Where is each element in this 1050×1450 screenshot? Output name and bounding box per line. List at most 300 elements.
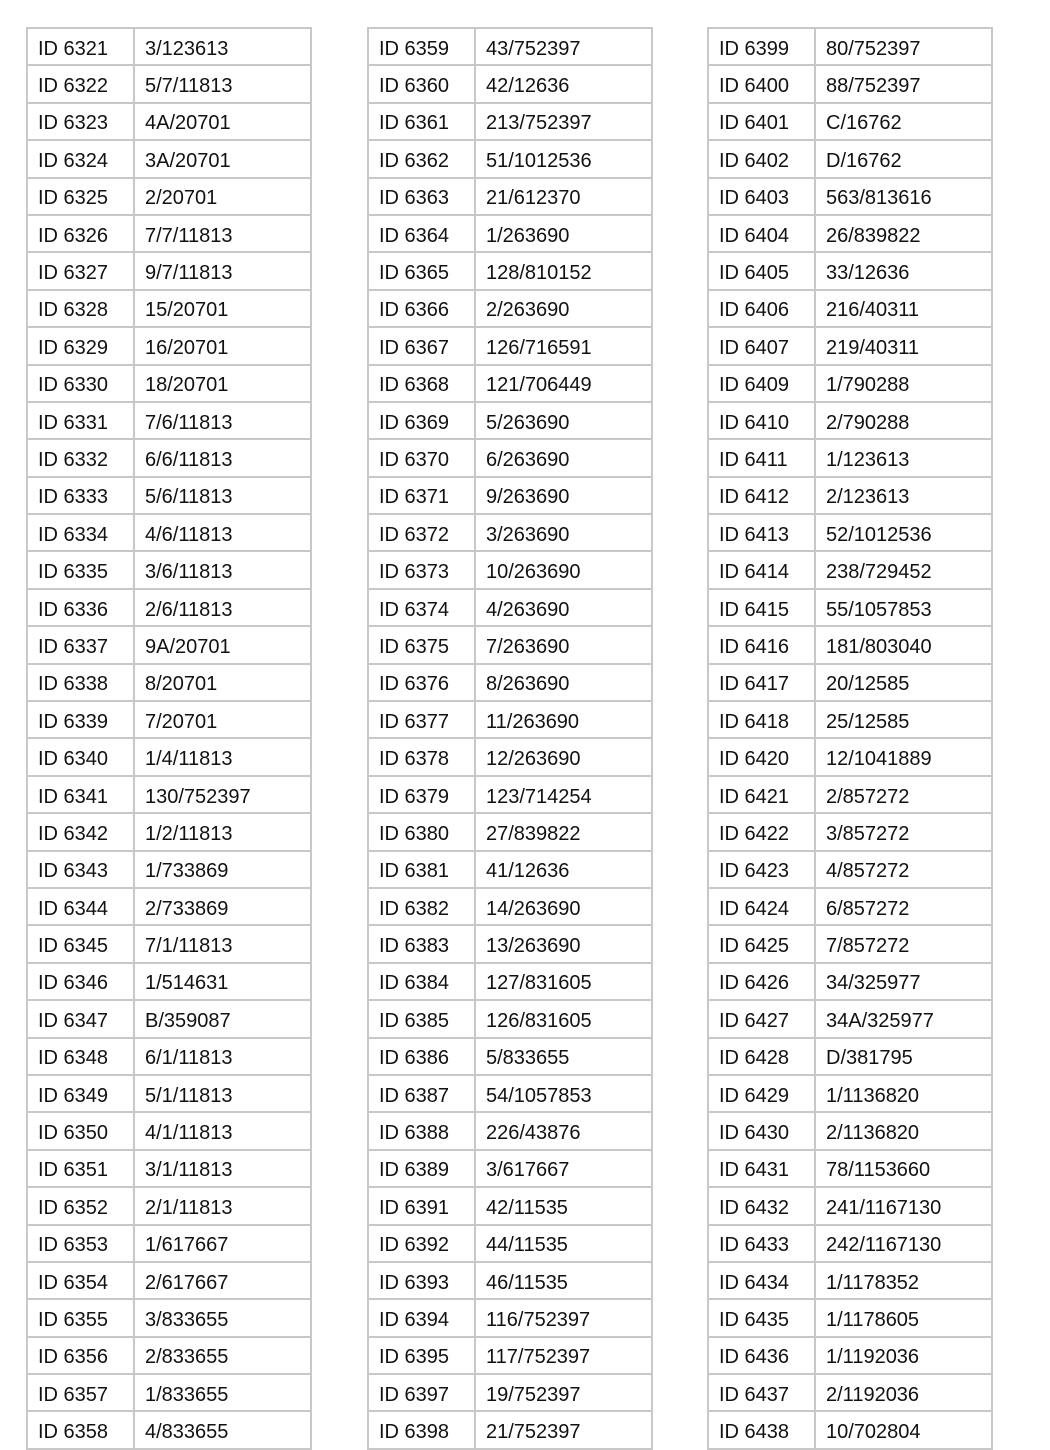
id-cell: ID 6432 — [708, 1187, 815, 1224]
id-cell: ID 6345 — [27, 925, 134, 962]
table-row — [27, 1337, 311, 1374]
reference-cell: 4/857272 — [815, 851, 992, 888]
reference-cell: 3/123613 — [134, 28, 311, 65]
id-cell: ID 6386 — [368, 1038, 475, 1075]
table-row — [708, 738, 992, 775]
reference-cell: 8/20701 — [134, 664, 311, 701]
id-cell: ID 6409 — [708, 365, 815, 402]
reference-cell: 7/7/11813 — [134, 215, 311, 252]
id-cell: ID 6384 — [368, 963, 475, 1000]
id-cell: ID 6374 — [368, 589, 475, 626]
reference-cell: 8/263690 — [475, 664, 652, 701]
reference-cell: 5/6/11813 — [134, 477, 311, 514]
id-cell: ID 6329 — [27, 327, 134, 364]
reference-cell: 128/810152 — [475, 252, 652, 289]
table-row — [27, 963, 311, 1000]
id-cell: ID 6379 — [368, 776, 475, 813]
table-row — [27, 1150, 311, 1187]
id-cell: ID 6321 — [27, 28, 134, 65]
table-row — [368, 776, 652, 813]
table-row — [368, 140, 652, 177]
id-cell: ID 6394 — [368, 1299, 475, 1336]
id-cell: ID 6328 — [27, 290, 134, 327]
reference-cell: 11/263690 — [475, 701, 652, 738]
id-cell: ID 6407 — [708, 327, 815, 364]
reference-cell: D/381795 — [815, 1038, 992, 1075]
table-row — [708, 178, 992, 215]
reference-cell: 121/706449 — [475, 365, 652, 402]
reference-cell: 127/831605 — [475, 963, 652, 1000]
reference-cell: 42/11535 — [475, 1187, 652, 1224]
reference-cell: 4A/20701 — [134, 103, 311, 140]
id-cell: ID 6352 — [27, 1187, 134, 1224]
table-row — [27, 664, 311, 701]
table-row — [27, 1299, 311, 1336]
table-row — [708, 28, 992, 65]
reference-cell: 33/12636 — [815, 252, 992, 289]
id-cell: ID 6403 — [708, 178, 815, 215]
reference-cell: 1/790288 — [815, 365, 992, 402]
id-cell: ID 6420 — [708, 738, 815, 775]
id-cell: ID 6371 — [368, 477, 475, 514]
id-cell: ID 6395 — [368, 1337, 475, 1374]
table-row — [27, 28, 311, 65]
id-cell: ID 6325 — [27, 178, 134, 215]
id-cell: ID 6344 — [27, 888, 134, 925]
table-row — [368, 551, 652, 588]
reference-cell: 241/1167130 — [815, 1187, 992, 1224]
table-row — [368, 851, 652, 888]
reference-cell: 6/1/11813 — [134, 1038, 311, 1075]
id-cell: ID 6431 — [708, 1150, 815, 1187]
reference-cell: 2/6/11813 — [134, 589, 311, 626]
reference-cell: 19/752397 — [475, 1374, 652, 1411]
table-row — [708, 1000, 992, 1037]
id-cell: ID 6322 — [27, 65, 134, 102]
table-row — [27, 514, 311, 551]
reference-cell: 25/12585 — [815, 701, 992, 738]
table-row — [27, 851, 311, 888]
reference-cell: 2/1/11813 — [134, 1187, 311, 1224]
reference-cell: 4/6/11813 — [134, 514, 311, 551]
reference-cell: 213/752397 — [475, 103, 652, 140]
id-cell: ID 6383 — [368, 925, 475, 962]
id-cell: ID 6425 — [708, 925, 815, 962]
table-row — [368, 1150, 652, 1187]
reference-cell: 219/40311 — [815, 327, 992, 364]
table-row — [708, 1299, 992, 1336]
reference-cell: 5/1/11813 — [134, 1075, 311, 1112]
reference-cell: 126/831605 — [475, 1000, 652, 1037]
reference-cell: 1/1136820 — [815, 1075, 992, 1112]
id-cell: ID 6428 — [708, 1038, 815, 1075]
table-row — [27, 925, 311, 962]
id-cell: ID 6353 — [27, 1225, 134, 1262]
table-row — [368, 1299, 652, 1336]
table-row — [708, 514, 992, 551]
reference-cell: 242/1167130 — [815, 1225, 992, 1262]
reference-cell: 2/857272 — [815, 776, 992, 813]
id-cell: ID 6416 — [708, 626, 815, 663]
reference-cell: 117/752397 — [475, 1337, 652, 1374]
id-cell: ID 6388 — [368, 1112, 475, 1149]
id-cell: ID 6327 — [27, 252, 134, 289]
reference-cell: 3/617667 — [475, 1150, 652, 1187]
id-cell: ID 6437 — [708, 1374, 815, 1411]
table-row — [27, 327, 311, 364]
reference-cell: 55/1057853 — [815, 589, 992, 626]
id-cell: ID 6382 — [368, 888, 475, 925]
id-cell: ID 6358 — [27, 1411, 134, 1448]
table-row — [708, 365, 992, 402]
reference-cell: 7/263690 — [475, 626, 652, 663]
id-cell: ID 6368 — [368, 365, 475, 402]
table-row — [27, 477, 311, 514]
reference-cell: 2/790288 — [815, 402, 992, 439]
id-cell: ID 6354 — [27, 1262, 134, 1299]
table-row — [708, 851, 992, 888]
reference-cell: 4/1/11813 — [134, 1112, 311, 1149]
table-row — [708, 103, 992, 140]
id-cell: ID 6323 — [27, 103, 134, 140]
id-cell: ID 6429 — [708, 1075, 815, 1112]
reference-cell: 6/6/11813 — [134, 439, 311, 476]
reference-cell: 34A/325977 — [815, 1000, 992, 1037]
id-cell: ID 6332 — [27, 439, 134, 476]
id-cell: ID 6380 — [368, 813, 475, 850]
id-cell: ID 6362 — [368, 140, 475, 177]
table-row — [708, 1038, 992, 1075]
id-cell: ID 6324 — [27, 140, 134, 177]
table-row — [368, 589, 652, 626]
id-cell: ID 6331 — [27, 402, 134, 439]
reference-cell: 126/716591 — [475, 327, 652, 364]
reference-cell: 7/20701 — [134, 701, 311, 738]
id-cell: ID 6356 — [27, 1337, 134, 1374]
id-cell: ID 6398 — [368, 1411, 475, 1448]
reference-cell: 13/263690 — [475, 925, 652, 962]
reference-cell: 20/12585 — [815, 664, 992, 701]
id-cell: ID 6422 — [708, 813, 815, 850]
table-row — [708, 963, 992, 1000]
table-row — [27, 1112, 311, 1149]
id-cell: ID 6417 — [708, 664, 815, 701]
id-cell: ID 6336 — [27, 589, 134, 626]
table-row — [708, 925, 992, 962]
reference-cell: 1/4/11813 — [134, 738, 311, 775]
id-cell: ID 6363 — [368, 178, 475, 215]
table-row — [708, 402, 992, 439]
id-cell: ID 6427 — [708, 1000, 815, 1037]
reference-cell: 12/1041889 — [815, 738, 992, 775]
table-row — [368, 1038, 652, 1075]
reference-cell: 78/1153660 — [815, 1150, 992, 1187]
reference-cell: 226/43876 — [475, 1112, 652, 1149]
id-cell: ID 6399 — [708, 28, 815, 65]
table-row — [27, 551, 311, 588]
id-cell: ID 6357 — [27, 1374, 134, 1411]
id-table-3 — [707, 27, 993, 1450]
reference-cell: B/359087 — [134, 1000, 311, 1037]
id-cell: ID 6340 — [27, 738, 134, 775]
id-table-1 — [26, 27, 312, 1450]
reference-cell: D/16762 — [815, 140, 992, 177]
table-row — [27, 252, 311, 289]
id-cell: ID 6337 — [27, 626, 134, 663]
table-row — [368, 365, 652, 402]
id-cell: ID 6424 — [708, 888, 815, 925]
id-cell: ID 6423 — [708, 851, 815, 888]
table-row — [708, 1112, 992, 1149]
table-row — [27, 1000, 311, 1037]
id-cell: ID 6381 — [368, 851, 475, 888]
id-cell: ID 6348 — [27, 1038, 134, 1075]
id-cell: ID 6346 — [27, 963, 134, 1000]
reference-cell: 2/1136820 — [815, 1112, 992, 1149]
reference-cell: 3/1/11813 — [134, 1150, 311, 1187]
table-row — [368, 28, 652, 65]
id-cell: ID 6435 — [708, 1299, 815, 1336]
reference-cell: 1/833655 — [134, 1374, 311, 1411]
table-row — [27, 888, 311, 925]
reference-cell: 1/263690 — [475, 215, 652, 252]
reference-cell: 2/123613 — [815, 477, 992, 514]
reference-cell: 18/20701 — [134, 365, 311, 402]
reference-cell: 3/857272 — [815, 813, 992, 850]
table-row — [368, 290, 652, 327]
id-cell: ID 6433 — [708, 1225, 815, 1262]
reference-cell: 2/617667 — [134, 1262, 311, 1299]
reference-cell: 1/123613 — [815, 439, 992, 476]
reference-cell: 123/714254 — [475, 776, 652, 813]
reference-cell: 5/833655 — [475, 1038, 652, 1075]
reference-cell: 1/1178605 — [815, 1299, 992, 1336]
reference-cell: 14/263690 — [475, 888, 652, 925]
table-row — [27, 402, 311, 439]
reference-cell: 181/803040 — [815, 626, 992, 663]
table-row — [708, 1262, 992, 1299]
table-row — [708, 888, 992, 925]
table-row — [27, 1262, 311, 1299]
id-cell: ID 6349 — [27, 1075, 134, 1112]
reference-cell: 15/20701 — [134, 290, 311, 327]
id-cell: ID 6393 — [368, 1262, 475, 1299]
table-row — [27, 1075, 311, 1112]
table-row — [708, 140, 992, 177]
table-row — [708, 1187, 992, 1224]
reference-cell: 1/1178352 — [815, 1262, 992, 1299]
table-row — [368, 963, 652, 1000]
table-row — [27, 738, 311, 775]
id-cell: ID 6392 — [368, 1225, 475, 1262]
id-cell: ID 6350 — [27, 1112, 134, 1149]
table-row — [368, 925, 652, 962]
id-cell: ID 6389 — [368, 1150, 475, 1187]
table-row — [27, 65, 311, 102]
table-row — [27, 1038, 311, 1075]
id-cell: ID 6330 — [27, 365, 134, 402]
reference-cell: 2/1192036 — [815, 1374, 992, 1411]
id-cell: ID 6436 — [708, 1337, 815, 1374]
reference-cell: 1/514631 — [134, 963, 311, 1000]
id-cell: ID 6434 — [708, 1262, 815, 1299]
table-row — [368, 888, 652, 925]
id-cell: ID 6376 — [368, 664, 475, 701]
reference-cell: 10/263690 — [475, 551, 652, 588]
id-cell: ID 6412 — [708, 477, 815, 514]
reference-cell: 21/612370 — [475, 178, 652, 215]
table-row — [27, 215, 311, 252]
id-cell: ID 6378 — [368, 738, 475, 775]
id-cell: ID 6430 — [708, 1112, 815, 1149]
id-cell: ID 6370 — [368, 439, 475, 476]
reference-cell: 88/752397 — [815, 65, 992, 102]
table-row — [368, 1411, 652, 1448]
reference-cell: 7/857272 — [815, 925, 992, 962]
reference-cell: 2/20701 — [134, 178, 311, 215]
table-row — [27, 178, 311, 215]
id-cell: ID 6333 — [27, 477, 134, 514]
id-cell: ID 6438 — [708, 1411, 815, 1448]
reference-cell: 1/733869 — [134, 851, 311, 888]
id-cell: ID 6415 — [708, 589, 815, 626]
table-row — [708, 252, 992, 289]
table-row — [27, 776, 311, 813]
id-cell: ID 6413 — [708, 514, 815, 551]
table-row — [368, 1225, 652, 1262]
reference-cell: 5/7/11813 — [134, 65, 311, 102]
id-cell: ID 6426 — [708, 963, 815, 1000]
table-row — [368, 402, 652, 439]
reference-cell: 7/1/11813 — [134, 925, 311, 962]
table-row — [708, 65, 992, 102]
table-row — [708, 1150, 992, 1187]
reference-cell: 9/7/11813 — [134, 252, 311, 289]
table-row — [708, 1337, 992, 1374]
id-cell: ID 6410 — [708, 402, 815, 439]
id-cell: ID 6385 — [368, 1000, 475, 1037]
reference-cell: 3/833655 — [134, 1299, 311, 1336]
id-cell: ID 6372 — [368, 514, 475, 551]
table-row — [368, 1262, 652, 1299]
table-row — [27, 589, 311, 626]
table-row — [708, 215, 992, 252]
table-row — [368, 514, 652, 551]
table-row — [708, 626, 992, 663]
table-row — [368, 1187, 652, 1224]
id-cell: ID 6387 — [368, 1075, 475, 1112]
reference-cell: 216/40311 — [815, 290, 992, 327]
id-cell: ID 6335 — [27, 551, 134, 588]
table-row — [708, 1075, 992, 1112]
table-row — [368, 252, 652, 289]
table-row — [708, 439, 992, 476]
id-cell: ID 6355 — [27, 1299, 134, 1336]
table-row — [368, 626, 652, 663]
id-cell: ID 6366 — [368, 290, 475, 327]
id-cell: ID 6404 — [708, 215, 815, 252]
table-row — [368, 1112, 652, 1149]
reference-cell: 43/752397 — [475, 28, 652, 65]
table-row — [368, 664, 652, 701]
reference-cell: 5/263690 — [475, 402, 652, 439]
reference-cell: 2/263690 — [475, 290, 652, 327]
id-cell: ID 6377 — [368, 701, 475, 738]
reference-cell: 7/6/11813 — [134, 402, 311, 439]
id-cell: ID 6400 — [708, 65, 815, 102]
reference-cell: 2/733869 — [134, 888, 311, 925]
table-row — [708, 1225, 992, 1262]
reference-cell: 26/839822 — [815, 215, 992, 252]
reference-cell: 3A/20701 — [134, 140, 311, 177]
table-row — [708, 1374, 992, 1411]
table-row — [27, 365, 311, 402]
table-row — [27, 701, 311, 738]
table-row — [368, 1000, 652, 1037]
id-cell: ID 6341 — [27, 776, 134, 813]
id-cell: ID 6418 — [708, 701, 815, 738]
id-cell: ID 6375 — [368, 626, 475, 663]
table-row — [708, 664, 992, 701]
reference-cell: 46/11535 — [475, 1262, 652, 1299]
reference-cell: 3/263690 — [475, 514, 652, 551]
reference-cell: 41/12636 — [475, 851, 652, 888]
reference-cell: 6/263690 — [475, 439, 652, 476]
id-cell: ID 6402 — [708, 140, 815, 177]
id-cell: ID 6334 — [27, 514, 134, 551]
table-row — [708, 701, 992, 738]
reference-cell: 52/1012536 — [815, 514, 992, 551]
id-table-2 — [367, 27, 653, 1450]
reference-cell: 80/752397 — [815, 28, 992, 65]
table-row — [368, 1374, 652, 1411]
table-row — [27, 1225, 311, 1262]
id-cell: ID 6411 — [708, 439, 815, 476]
id-cell: ID 6369 — [368, 402, 475, 439]
table-row — [368, 738, 652, 775]
id-cell: ID 6361 — [368, 103, 475, 140]
reference-cell: 563/813616 — [815, 178, 992, 215]
id-cell: ID 6339 — [27, 701, 134, 738]
reference-cell: 21/752397 — [475, 1411, 652, 1448]
reference-cell: 9A/20701 — [134, 626, 311, 663]
table-row — [27, 290, 311, 327]
reference-cell: 16/20701 — [134, 327, 311, 364]
table-row — [708, 290, 992, 327]
table-row — [27, 140, 311, 177]
id-cell: ID 6406 — [708, 290, 815, 327]
table-row — [368, 813, 652, 850]
reference-cell: 130/752397 — [134, 776, 311, 813]
table-row — [27, 813, 311, 850]
reference-cell: 1/617667 — [134, 1225, 311, 1262]
id-cell: ID 6373 — [368, 551, 475, 588]
reference-cell: 12/263690 — [475, 738, 652, 775]
id-cell: ID 6342 — [27, 813, 134, 850]
reference-cell: 4/263690 — [475, 589, 652, 626]
id-cell: ID 6364 — [368, 215, 475, 252]
reference-cell: 42/12636 — [475, 65, 652, 102]
reference-cell: 10/702804 — [815, 1411, 992, 1448]
table-row — [368, 103, 652, 140]
id-cell: ID 6359 — [368, 28, 475, 65]
table-row — [27, 1374, 311, 1411]
table-row — [708, 589, 992, 626]
id-cell: ID 6391 — [368, 1187, 475, 1224]
id-cell: ID 6414 — [708, 551, 815, 588]
reference-cell: 27/839822 — [475, 813, 652, 850]
id-cell: ID 6351 — [27, 1150, 134, 1187]
